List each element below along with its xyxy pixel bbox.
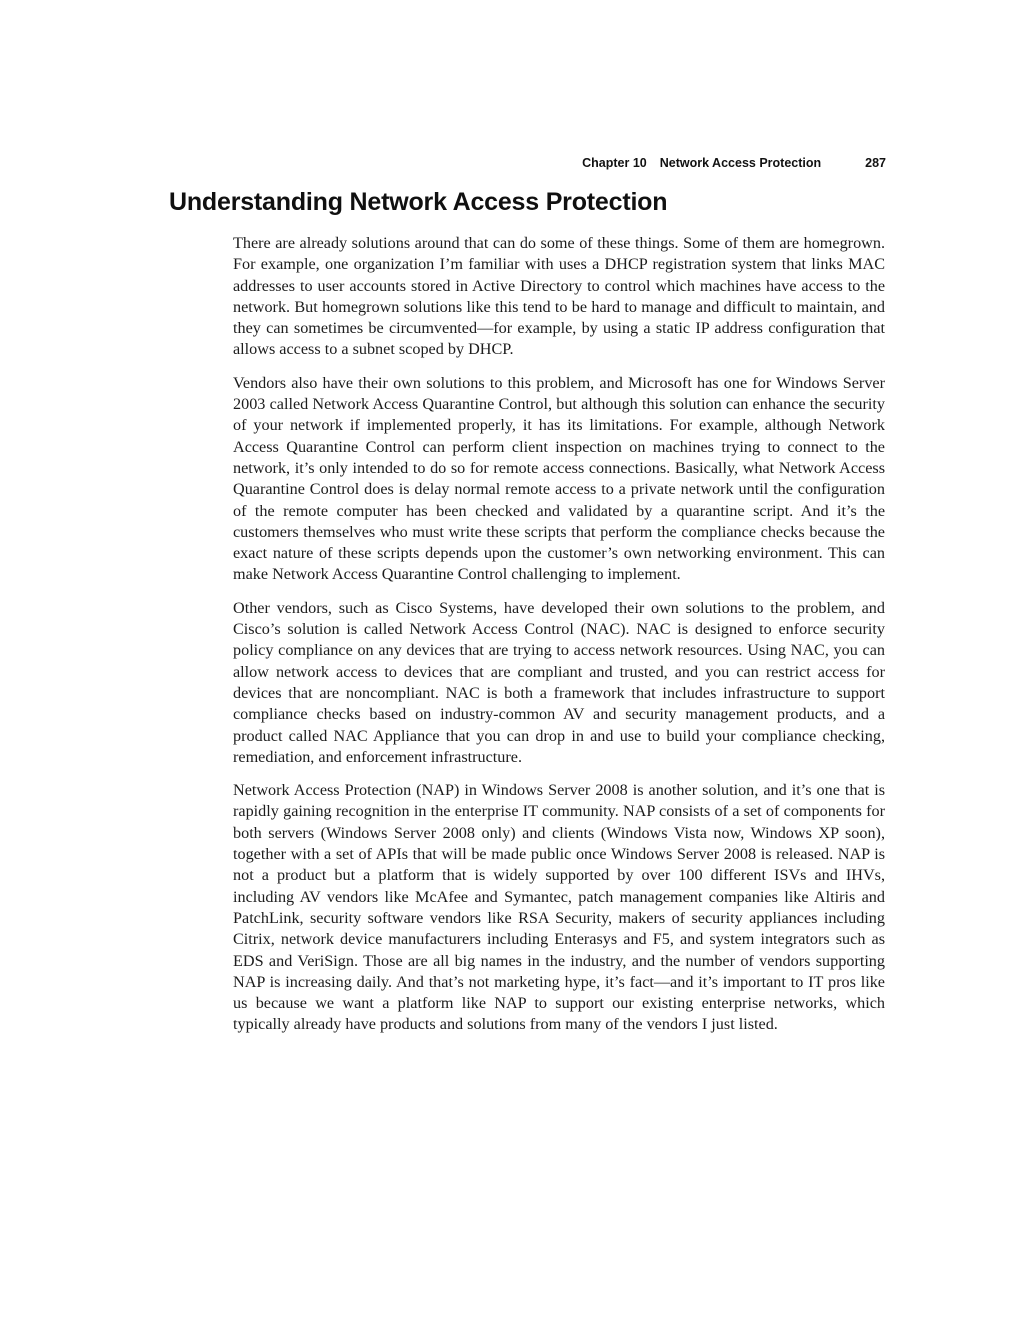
paragraph-2: Vendors also have their own solutions to this problem, and Microsoft has one for Windows Server 2003 called Network Access Quarantine Control, but although this solution can enhance the security of your network if implemented properly, it has its limitations. For example, although Network Access Quarantine Control can perform client inspection on machines trying to connect to the network, it’s only intended to do so for remote access connections. Basically, what Network Access Quarantine Control does is delay normal remote access to a private network until the configuration of the remote computer has been checked and validated by a quarantine script. And it’s the customers themselves who must write these scripts that perform the compliance checks because the exact nature of these scripts depends upon the customer’s own networking environment. This can make Network Access Quarantine Control challenging to implement. [233, 373, 885, 584]
body-text-column [233, 233, 885, 1048]
section-heading: Understanding Network Access Protection [169, 188, 668, 216]
paragraph-4: Network Access Protection (NAP) in Windows Server 2008 is another solution, and it’s one that is rapidly gaining recognition in the enterprise IT community. NAP consists of a set of components for both servers (Windows Server 2008 only) and clients (Windows Vista now, Windows XP soon), together with a set of APIs that will be made public once Windows Server 2008 is released. NAP is not a product but a platform that is widely supported by over 100 different ISVs and IHVs, including AV vendors like McAfee and Symantec, patch management companies like Altiris and PatchLink, security software vendors like RSA Security, makers of security appliances including Citrix, network device manufacturers including Enterasys and F5, and system integrators such as EDS and VeriSign. Those are all big names in the industry, and the number of vendors supporting NAP is increasing daily. And that’s not marketing hype, it’s fact—and it’s important to IT pros like us because we want a platform like NAP to support our existing enterprise networks, which typically already have products and solutions from many of the vendors I just listed. [233, 781, 885, 1034]
paragraph-3: Other vendors, such as Cisco Systems, have developed their own solutions to the problem, and Cisco’s solution is called Network Access Control (NAC). NAC is designed to enforce security policy compliance on any devices that are trying to access network resources. Using NAC, you can allow network access to devices that are compliant and trusted, and you can restrict access for devices that are noncompliant. NAC is both a framework that includes infrastructure to support compliance checks based on industry-common AV and security management products, and a product called NAC Appliance that you can drop in and use to build your compliance checking, remediation, and enforcement infrastructure. [233, 598, 885, 766]
page-number: 287 [865, 156, 886, 170]
paragraph-1: There are already solutions around that can do some of these things. Some of them are homegrown. For example, one organization I’m familiar with uses a DHCP registration system that links MAC addresses to user accounts stored in Active Directory to control which machines have access to the network. But homegrown solutions like this tend to be hard to manage and difficult to maintain, and they can sometimes be circumvented—for example, by using a static IP address configuration that allows access to a subnet scoped by DHCP. [233, 234, 885, 359]
running-header [170, 156, 886, 170]
running-header-chapter-title: Network Access Protection [659, 156, 822, 170]
running-header-chapter-label: Chapter 10 [582, 156, 647, 170]
